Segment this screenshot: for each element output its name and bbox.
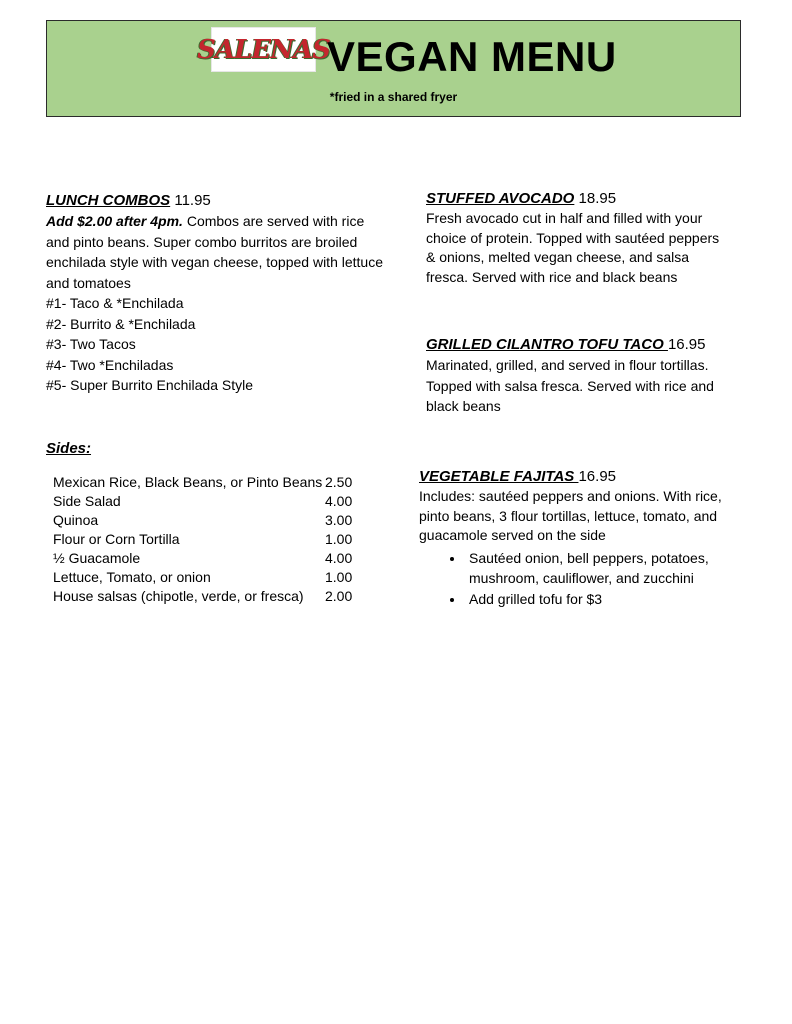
combo-item: #4- Two *Enchiladas — [46, 356, 174, 373]
lunch-combos-price: 11.95 — [174, 192, 211, 209]
stuffed-avocado-heading — [426, 188, 726, 209]
side-name: House salsas (chipotle, verde, or fresca) — [53, 588, 304, 604]
side-row — [53, 587, 373, 606]
vegetable-fajitas-section — [419, 466, 739, 609]
side-name: Lettuce, Tomato, or onion — [53, 569, 211, 585]
fajitas-bullet-list — [419, 548, 739, 610]
side-name: Side Salad — [53, 493, 121, 509]
side-row — [53, 568, 373, 587]
after-4pm-note: Add $2.00 after 4pm. — [46, 213, 183, 229]
side-price: 2.00 — [325, 588, 353, 604]
side-row — [53, 511, 373, 530]
sides-heading — [46, 440, 91, 457]
combo-item: #5- Super Burrito Enchilada Style — [46, 377, 253, 393]
tofu-taco-section — [426, 334, 731, 417]
fajitas-title: VEGETABLE FAJITAS — [419, 468, 579, 485]
fryer-note: *fried in a shared fryer — [329, 90, 458, 104]
menu-header — [46, 20, 741, 117]
lunch-combos-section — [46, 191, 386, 396]
side-row — [53, 530, 373, 549]
tofu-taco-title: GRILLED CILANTRO TOFU TACO — [426, 336, 668, 353]
side-row — [53, 549, 373, 568]
side-row — [53, 492, 373, 511]
fajitas-description: Includes: sautéed peppers and onions. With rice, pinto beans, 3 flour tortillas, lettuce, tomato, and guacamole served on the side — [419, 488, 722, 543]
lunch-combos-heading — [46, 191, 386, 211]
page-title: VEGAN MENU — [327, 33, 617, 80]
side-name: Mexican Rice, Black Beans, or Pinto Beans — [53, 474, 323, 490]
fajitas-price: 16.95 — [578, 468, 617, 485]
fajitas-bullet: • Sautéed onion, bell peppers, potatoes, mushroom, cauliflower, and zucchini — [465, 548, 739, 589]
side-price: 1.00 — [325, 531, 353, 547]
sides-table — [53, 473, 373, 606]
side-row — [53, 473, 373, 492]
stuffed-avocado-section — [426, 188, 726, 287]
combo-item: #2- Burrito & *Enchilada — [46, 315, 196, 332]
side-price: 1.00 — [325, 569, 353, 585]
stuffed-avocado-description: Fresh avocado cut in half and filled with your choice of protein. Topped with sautéed peppers & onions, melted vegan cheese, and salsa fresca. Served with rice and black beans — [426, 210, 720, 285]
lunch-combos-description — [46, 211, 386, 293]
side-price: 4.00 — [325, 493, 353, 509]
side-name: Flour or Corn Tortilla — [53, 531, 180, 547]
logo-text: SALENAS — [197, 34, 330, 65]
fajitas-bullet: • Add grilled tofu for $3 — [465, 589, 739, 610]
fajitas-heading — [419, 466, 739, 487]
combo-item: #3- Two Tacos — [46, 336, 136, 352]
lunch-combos-title: LUNCH COMBOS — [46, 192, 171, 209]
side-name: ½ Guacamole — [53, 550, 141, 566]
side-price: 4.00 — [325, 550, 353, 566]
salenas-logo — [197, 27, 330, 72]
stuffed-avocado-price: 18.95 — [578, 190, 617, 207]
stuffed-avocado-title: STUFFED AVOCADO — [426, 190, 575, 207]
tofu-taco-heading — [426, 334, 731, 355]
side-price: 2.50 — [325, 474, 353, 490]
sides-title: Sides: — [46, 440, 92, 457]
side-price: 3.00 — [325, 512, 353, 528]
combo-item: #1- Taco & *Enchilada — [46, 295, 184, 311]
tofu-taco-price: 16.95 — [667, 336, 706, 353]
combo-list — [46, 293, 386, 396]
tofu-taco-description: Marinated, grilled, and served in flour tortillas. Topped with salsa fresca. Served with rice and black beans — [426, 357, 714, 414]
side-name: Quinoa — [53, 512, 99, 528]
combos-description-text: Combos are served with rice and pinto beans. Super combo burritos are broiled enchilada style with vegan cheese, topped with lettuce and tomatoes — [46, 213, 383, 291]
